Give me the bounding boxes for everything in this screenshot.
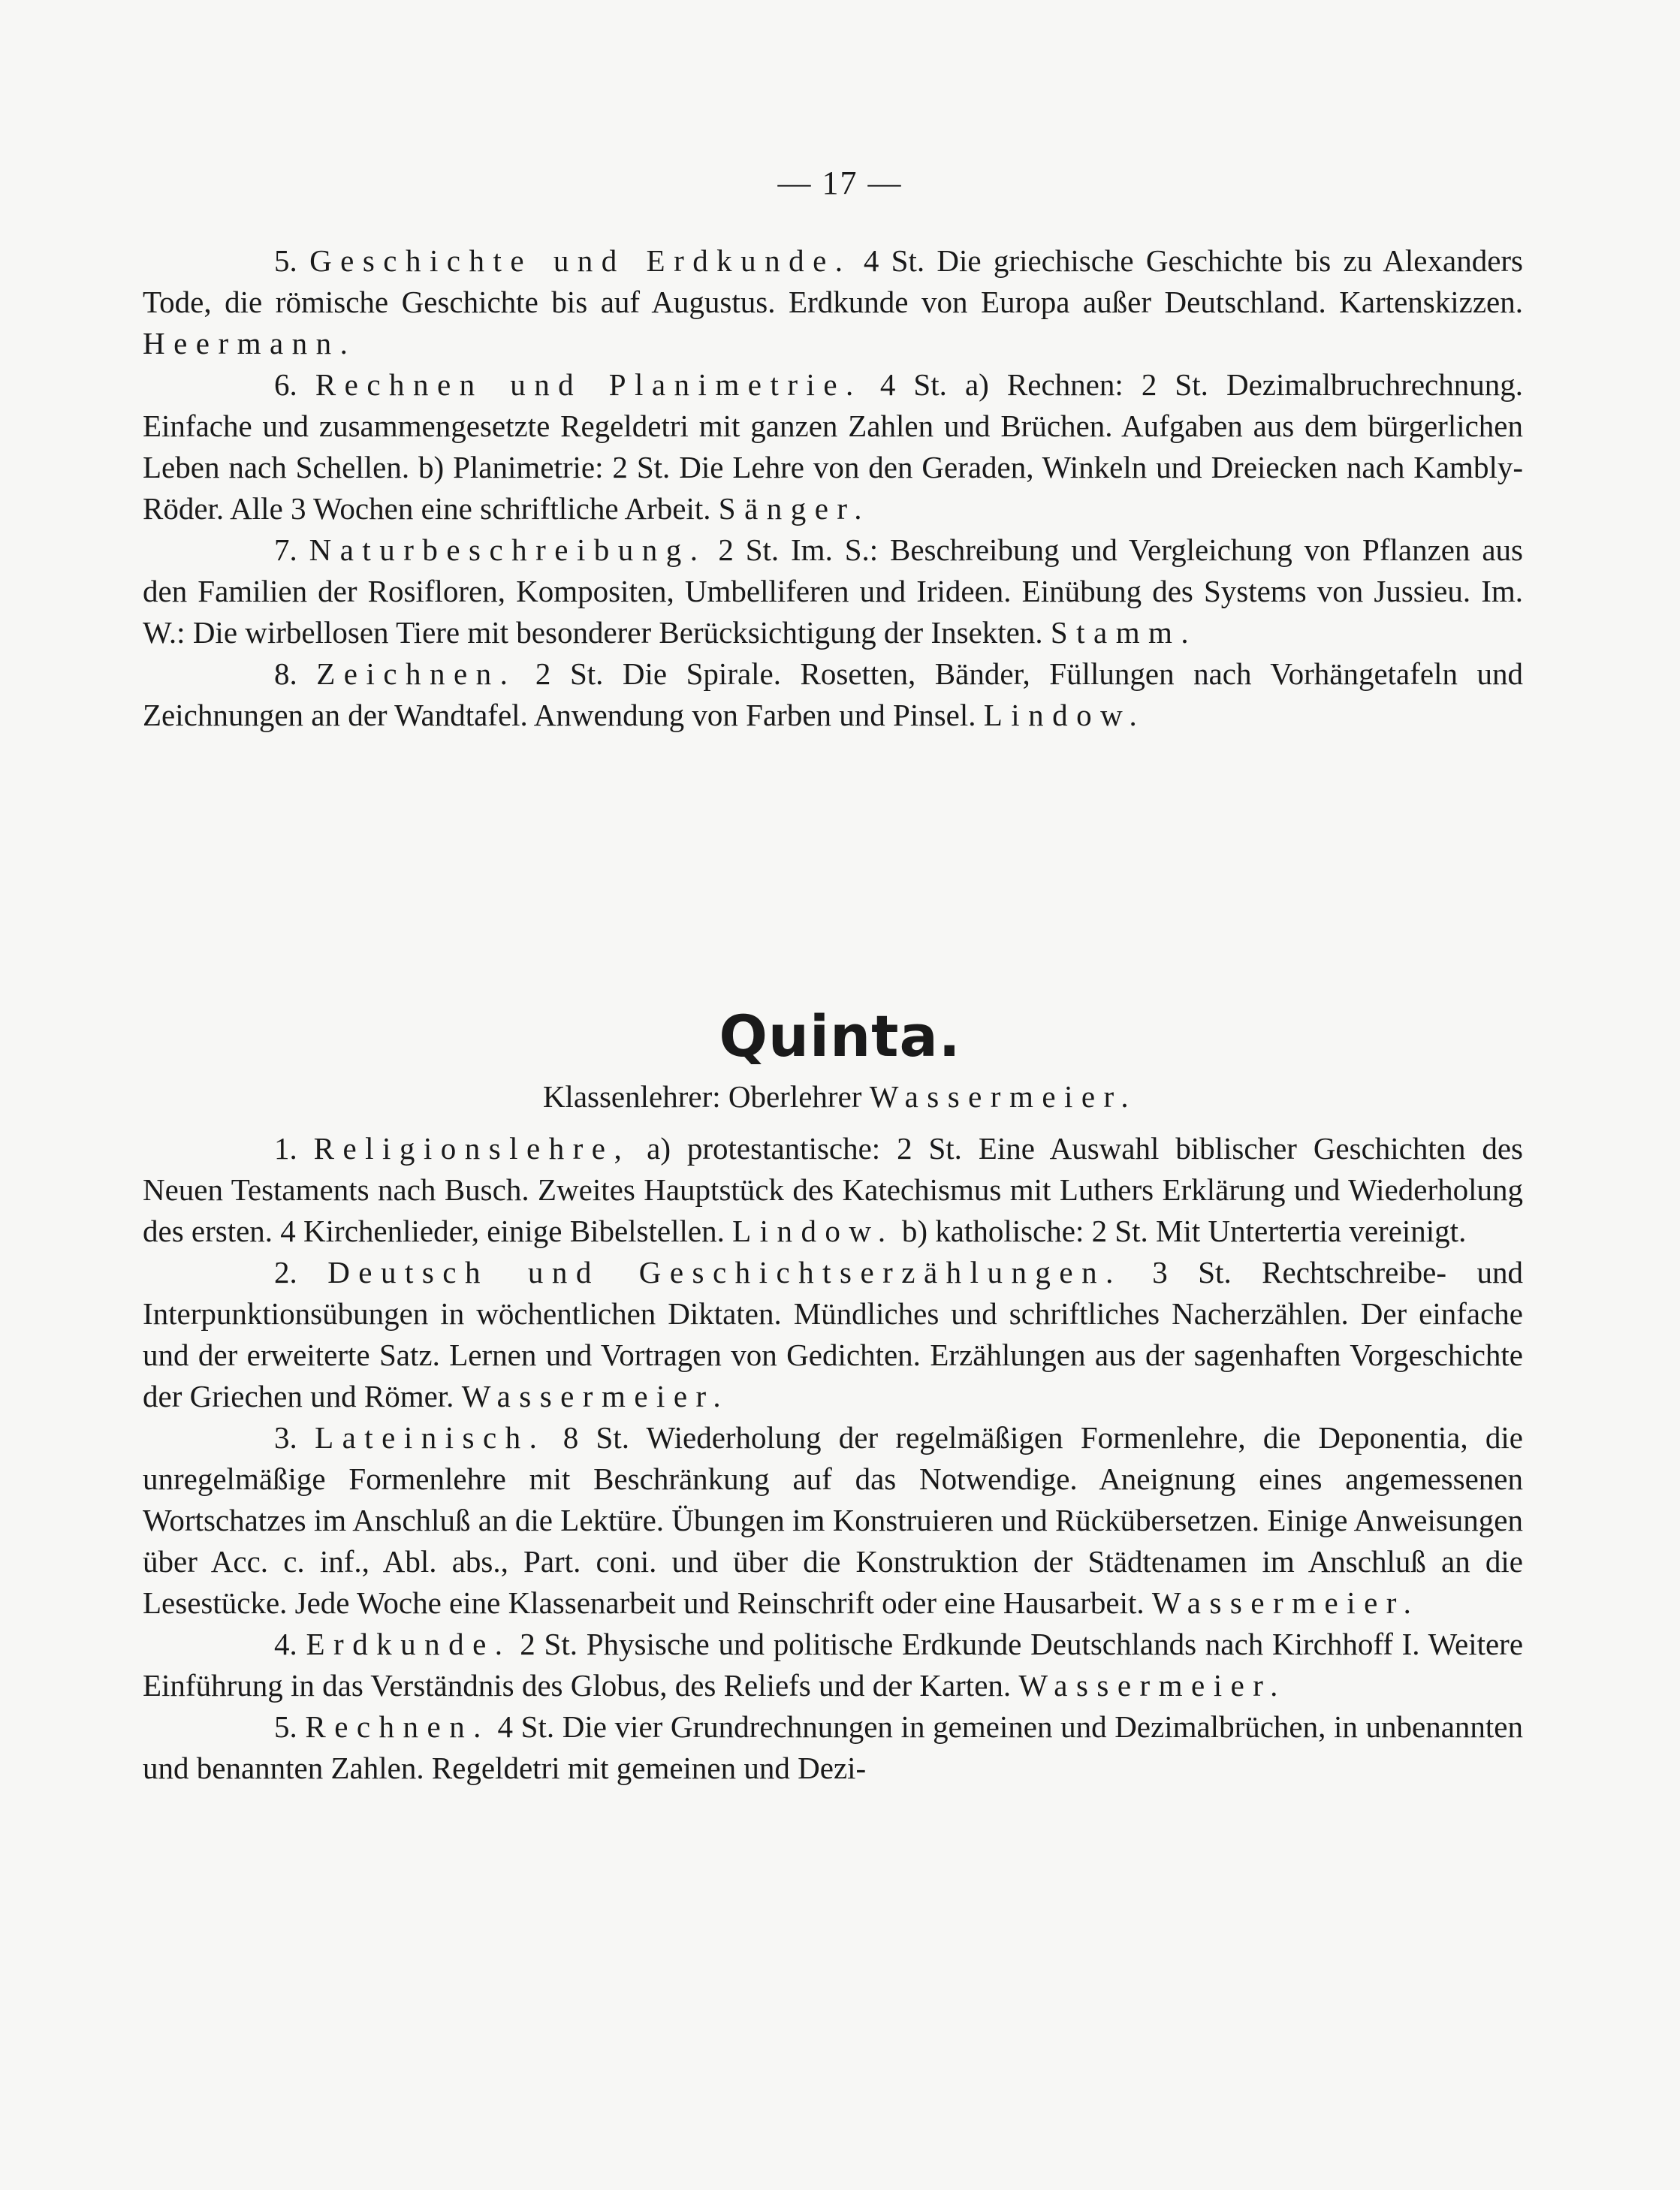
upper-section (143, 240, 1523, 736)
paragraph-lateinisch (143, 1417, 1523, 1624)
paragraph-erdkunde (143, 1624, 1523, 1706)
lower-section (143, 1128, 1523, 1789)
paragraph-text: 2 St. Im. S.: Beschreibung und Vergleichung von Pflanzen aus den Familien der Rosifloren, Kompositen, Umbelliferen und Irideen. Einübung des Systems von Jussieu. Im. W.: Die wirbellosen Tiere mit besonderer Berücksichtigung der Insekten. (143, 532, 1524, 650)
paragraph-text: 8 St. Wiederholung der regelmäßigen Formenlehre, die Deponentia, die unregelmäßige Formenlehre mit Beschränkung auf das Notwendige. Aneignung eines angemessenen Wortschatzes im Anschluß an die Lektüre. Übungen im Konstruieren und Rückübersetzen. Einige Anweisungen über Acc. c. inf., Abl. abs., Part. coni. und über die Konstruktion der Städtenamen im Anschluß an die Lesestücke. Jede Woche eine Klassenarbeit und Reinschrift oder eine Hausarbeit. (143, 1420, 1523, 1620)
teacher-name: Lindow. (983, 698, 1146, 732)
paragraph-religionslehre (143, 1128, 1523, 1252)
teacher-name: Sänger. (718, 491, 870, 526)
item-number: 3. (274, 1420, 297, 1455)
teacher-name: Wassermeier. (1151, 1585, 1420, 1620)
paragraph-text: 3 St. Rechtschreibe- und Interpunktionsübungen in wöchentlichen Diktaten. Mündliches und schriftliches Nacherzählen. Der einfache und der erweiterte Satz. Lernen und Vortragen von Gedichten. Erzählungen aus der sagenhaften Vorgeschichte der Griechen und Römer. (143, 1255, 1524, 1413)
class-teacher-line (0, 1078, 1680, 1115)
paragraph-rechnen-planimetrie (143, 364, 1523, 529)
teacher-name: Stamm. (1050, 615, 1198, 650)
paragraph-deutsch (143, 1252, 1523, 1417)
class-teacher-name: Wassermeier. (869, 1079, 1138, 1114)
paragraph-rechnen (143, 1706, 1523, 1789)
paragraph-text: 4 St. a) Rechnen: 2 St. Dezimalbruchrechnung. Einfache und zusammengesetzte Regeldetri mit ganzen Zahlen und Brüchen. Aufgaben aus dem bürgerlichen Leben nach Schellen. b) Planimetrie: 2 St. Die Lehre von den Geraden, Winkeln und Dreiecken nach Kambly-Röder. Alle 3 Wochen eine schriftliche Arbeit. (143, 367, 1523, 526)
paragraph-text: 4 St. Die griechische Geschichte bis zu Alexanders Tode, die römische Geschichte bis auf Augustus. Erdkunde von Europa außer Deutschland. Kartenskizzen. (143, 243, 1524, 319)
subject-title: Religionslehre, (313, 1131, 631, 1166)
paragraph-naturbeschreibung (143, 529, 1523, 653)
item-number: 5. (274, 1709, 297, 1744)
paragraph-tail: b) katholische: 2 St. Mit Untertertia vereinigt. (901, 1214, 1467, 1248)
item-number: 6. (274, 367, 297, 402)
item-number: 7. (274, 532, 297, 567)
item-number: 4. (274, 1627, 297, 1661)
subject-title: Rechnen. (305, 1709, 490, 1744)
page-number: — 17 — (777, 164, 903, 201)
section-heading-quinta: Quinta. (719, 1003, 961, 1069)
teacher-name: Wassermeier. (461, 1379, 730, 1413)
paragraph-text: 4 St. Die vier Grundrechnungen in gemeinen und Dezimalbrüchen, in unbenannten und benannten Zahlen. Regeldetri mit gemeinen und Dezi- (143, 1709, 1523, 1785)
class-teacher-label: Klassenlehrer: Oberlehrer (542, 1079, 862, 1114)
subject-title: Zeichnen. (316, 656, 517, 691)
teacher-name: Heermann. (143, 326, 357, 360)
item-number: 1. (274, 1131, 297, 1166)
subject-title: Lateinisch. (315, 1420, 546, 1455)
subject-title: Rechnen und Planimetrie. (315, 367, 862, 402)
paragraph-zeichnen (143, 653, 1523, 736)
teacher-name: Wassermeier. (1018, 1668, 1286, 1703)
subject-title: Erdkunde. (306, 1627, 511, 1661)
paragraph-geschichte-erdkunde (143, 240, 1523, 364)
paragraph-text: a) protestantische: 2 St. Eine Auswahl biblischer Geschichten des Neuen Testaments nach Busch. Zweites Hauptstück des Katechismus mit Luthers Erklärung und Wiederholung des ersten. 4 Kirchenlieder, einige Bibelstellen. (143, 1131, 1524, 1248)
subject-title: Geschichte und Erdkunde. (309, 243, 852, 278)
subject-title: Naturbeschreibung. (309, 532, 707, 567)
teacher-name: Lindow. (732, 1214, 894, 1248)
item-number: 5. (274, 243, 297, 278)
paragraph-text: 2 St. Die Spirale. Rosetten, Bänder, Füllungen nach Vorhängetafeln und Zeichnungen an der Wandtafel. Anwendung von Farben und Pinsel. (143, 656, 1524, 732)
item-number: 2. (274, 1255, 297, 1290)
paragraph-text: 2 St. Physische und politische Erdkunde Deutschlands nach Kirchhoff I. Weitere Einführung in das Verständnis des Globus, des Reliefs und der Karten. (143, 1627, 1524, 1703)
item-number: 8. (274, 656, 297, 691)
subject-title: Deutsch und Geschichtserzählungen. (327, 1255, 1122, 1290)
